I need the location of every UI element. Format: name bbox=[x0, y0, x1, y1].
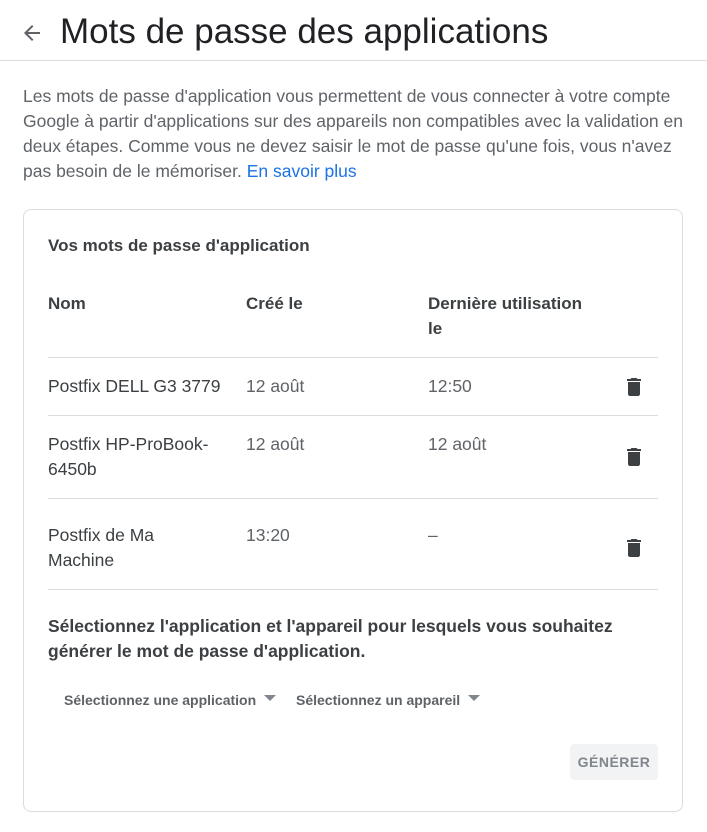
row-3-name: Postfix de Ma Machine bbox=[48, 525, 155, 570]
card-title: Vos mots de passe d'application bbox=[48, 236, 310, 255]
dropdown-arrow-icon bbox=[264, 695, 276, 701]
delete-icon[interactable] bbox=[622, 445, 646, 469]
table-divider bbox=[48, 589, 658, 590]
column-header-name: Nom bbox=[48, 294, 86, 313]
table-divider bbox=[48, 357, 658, 358]
generate-button[interactable]: GÉNÉRER bbox=[570, 744, 658, 780]
row-3-last-used: – bbox=[428, 525, 438, 545]
row-2-created: 12 août bbox=[246, 434, 305, 454]
select-app-label: Sélectionnez une application bbox=[64, 692, 257, 708]
row-2-name: Postfix HP-ProBook-6450b bbox=[48, 434, 209, 479]
column-header-last-used: Dernière utilisation le bbox=[428, 294, 582, 338]
dropdown-arrow-icon bbox=[468, 695, 480, 701]
intro-text bbox=[23, 84, 683, 184]
table-divider bbox=[48, 415, 658, 416]
select-device-label: Sélectionnez un appareil bbox=[296, 692, 461, 708]
learn-more-link[interactable]: En savoir plus bbox=[246, 161, 357, 181]
select-device-dropdown[interactable] bbox=[296, 687, 480, 713]
table-divider bbox=[48, 498, 658, 499]
row-1-last-used: 12:50 bbox=[428, 376, 472, 396]
delete-icon[interactable] bbox=[622, 536, 646, 560]
page-title: Mots de passe des applications bbox=[60, 12, 549, 51]
row-1-name: Postfix DELL G3 3779 bbox=[48, 376, 221, 396]
row-3-created: 13:20 bbox=[246, 525, 290, 545]
select-app-dropdown[interactable] bbox=[64, 687, 276, 713]
delete-icon[interactable] bbox=[622, 375, 646, 399]
generate-prompt: Sélectionnez l'application et l'appareil pour lesquels vous souhaitez générer le mot de passe d'application. bbox=[48, 616, 613, 661]
intro-description: Les mots de passe d'application vous permettent de vous connecter à votre compte Google à partir d'applications sur des appareils non compatibles avec la validation en deux étapes. Comme vous ne devez saisir le mot de passe qu'une fois, vous n'avez pas besoin de le mémoriser. bbox=[23, 86, 683, 181]
app-passwords-card bbox=[23, 209, 683, 812]
row-2-last-used: 12 août bbox=[428, 434, 487, 454]
column-header-created: Créé le bbox=[246, 294, 303, 313]
row-1-created: 12 août bbox=[246, 376, 305, 396]
arrow-back-icon[interactable] bbox=[20, 21, 44, 45]
page-header bbox=[0, 0, 707, 61]
